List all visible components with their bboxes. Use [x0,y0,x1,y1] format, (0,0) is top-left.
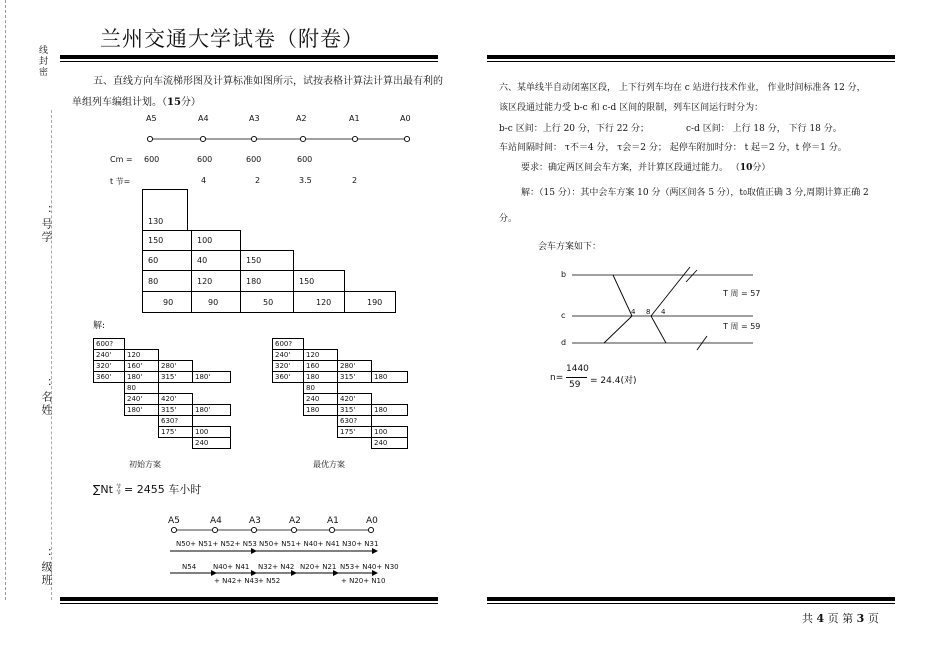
t-value: 4 [201,176,207,185]
plan-cell: 240 [303,393,338,405]
plan-row2-label: N53+ N40+ N30 [340,563,399,571]
formula-result: = 24.4(对) [590,376,637,386]
cm-value: 600 [297,155,313,164]
cm-label: Cm = [110,155,133,164]
plan-cell: 180 [371,371,408,383]
plan-cell: 630? [158,415,193,427]
flow-cell: 100 [191,230,241,251]
q6-requirement: 要求：确定两区间会车方案，并计算区段通过能力。 （10分） [521,163,771,173]
plan-cell: 240' [93,349,125,361]
station-b-label: b [561,270,567,279]
flow-cell: 90 [191,291,241,313]
plan-cell: 240' [124,393,159,405]
q6-solution-c: 分。 [499,214,518,224]
plan-cell: 240 [192,437,231,449]
t-label: t 节= [110,177,131,186]
flow-cell: 150 [142,230,192,251]
plan-cell: 420' [158,393,193,405]
plan-cell: 320' [93,360,125,372]
plan-cell: 160' [124,360,159,372]
period-t1: T 周 = 57 [723,289,761,298]
page-footer: 共 4 页 第 3 页 [802,612,879,625]
plan-cell: 315' [337,404,372,416]
station-label-a1: A1 [349,114,360,123]
formula-denominator: 59 [569,380,581,390]
q6-points: 10 [739,163,753,173]
flow-cell: 60 [142,250,192,271]
diagram-title: 会车方案如下： [538,242,602,252]
formula-n: n= [550,373,564,383]
plan-cell: 315' [337,371,372,383]
cm-value: 600 [197,155,213,164]
plan-station-a5: A5 [168,516,180,526]
plan-row2-label: N40+ N41 [213,563,250,571]
flow-cell: 150 [293,270,345,292]
formula-numerator: 1440 [566,364,589,374]
station-label-a3: A3 [249,114,260,123]
interval-4a: 4 [631,308,636,316]
station-label-a5: A5 [146,114,157,123]
flow-cell: 80 [142,270,192,292]
plan-station-a3: A3 [249,516,261,526]
seal-text: 线封密 [37,45,47,78]
plan-cell: 240' [272,349,304,361]
current-page: 3 [856,612,865,625]
flow-cell: 120 [293,291,345,313]
plan-cell: 600? [272,338,304,350]
plan-cell: 180 [303,371,338,383]
plan-row1-label: N50+ N51+ N52+ N53 [176,540,257,548]
q6-line1: 六、某单线半自动闭塞区段， 上下行列车均在 c 站进行技术作业， 作业时间标准各 12 分， [499,83,866,93]
station-label-a0: A0 [400,114,411,123]
plan-cell: 120 [124,349,159,361]
cm-value: 600 [246,155,262,164]
plan-cell: 180' [192,371,231,383]
q6-solution-a: 解：（15 分）：其中会车方案 10 分（两区间各 5 分），t0取值正确 3 分,周期计算正确 2 [521,188,869,198]
station-label-a2: A2 [296,114,307,123]
station-label-a4: A4 [198,114,209,123]
plan-row3-label: + N52 [258,577,281,585]
q6-line3-a: b-c 区间：上行 20 分，下行 22 分； [499,124,650,134]
plan-cell: 240 [371,437,408,449]
plan-cell: 180 [303,404,338,416]
plan-cell: 315' [158,404,193,416]
flow-cell: 130 [142,189,188,231]
q5-line1: 五、直线方向车流梯形图及计算标准如图所示，试按表格计算法计算出最有利的 [93,76,443,87]
plan-cell: 160 [303,360,338,372]
plan-row2-label: N20+ N21 [300,563,337,571]
plan-cell: 180' [192,404,231,416]
bottom-rule-right [487,597,895,601]
plan-row1-label: N50+ N51+ N40+ N41 N30+ N31 [259,540,379,548]
plan-cell: 360' [272,371,304,383]
cm-value: 600 [144,155,160,164]
flow-cell: 150 [240,250,294,271]
plan-station-a2: A2 [289,516,301,526]
plan-station-a0: A0 [366,516,378,526]
student-id-label: ：号学 [40,205,53,244]
name-label: ：名姓 [40,378,53,417]
plan-cell: 175' [337,426,372,438]
plan-station-a1: A1 [327,516,339,526]
plan-row3-label: + N20+ N10 [341,577,386,585]
plan-station-a4: A4 [210,516,222,526]
interval-8: 8 [646,308,651,316]
plan-cell: 100 [371,426,408,438]
q6-line4: 车站间隔时间： τ不＝4 分， τ会＝2 分； 起停车附加时分： t 起＝2 分，t 停＝1 分。 [499,143,847,153]
page-title: 兰州交通大学试卷（附卷） [100,27,364,51]
optimal-caption: 最优方案 [313,460,345,469]
plan-cell: 80 [124,382,159,394]
q6-line3-b: c-d 区间： 上行 18 分， 下行 18 分。 [686,124,842,134]
flow-cell: 180 [240,270,294,292]
plan-row2-label: N54 [182,563,197,571]
station-d-label: d [561,338,567,347]
plan-cell: 320' [272,360,304,372]
plan-cell: 180 [371,404,408,416]
q5-points: 15 [167,97,181,108]
plan-row2-label: N32+ N42 [258,563,295,571]
plan-cell: 600? [93,338,125,350]
plan-cell: 315' [158,371,193,383]
plan-cell: 120 [303,349,338,361]
plan-cell: 280' [337,360,372,372]
plan-cell: 180' [124,371,159,383]
bottom-rule-right-thin [487,603,895,604]
plan-row3-label: + N42+ N43 [214,577,259,585]
station-c-label: c [561,311,566,320]
sum-formula: ∑Nt 节 节 = 2455 车小时 [93,483,202,496]
flow-cell: 90 [142,291,192,313]
plan-cell: 280' [158,360,193,372]
plan-cell: 175' [158,426,193,438]
q6-line2: 该区段通过能力受 b-c 和 c-d 区间的限制，列车区间运行时分为： [499,103,764,113]
plan-cell: 180' [124,404,159,416]
t-value: 2 [352,176,358,185]
formula-fraction-bar [566,377,587,378]
period-t2: T 周 = 59 [723,322,761,331]
flow-cell: 190 [344,291,396,313]
plan-cell: 630? [337,415,372,427]
initial-caption: 初始方案 [129,460,161,469]
flow-cell: 50 [240,291,294,313]
plan-cell: 100 [192,426,231,438]
t-value: 3.5 [299,176,312,185]
solution-label: 解: [93,321,106,331]
class-label: ：级班 [40,548,53,587]
flow-cell: 120 [191,270,241,292]
plan-cell: 360' [93,371,125,383]
plan-cell: 420' [337,393,372,405]
t-value: 2 [255,176,261,185]
flow-cell: 40 [191,250,241,271]
plan-cell: 80 [303,382,338,394]
interval-4b: 4 [661,308,666,316]
q5-line2: 单组列车编组计划。（15分） [72,97,201,108]
total-pages: 4 [816,612,825,625]
